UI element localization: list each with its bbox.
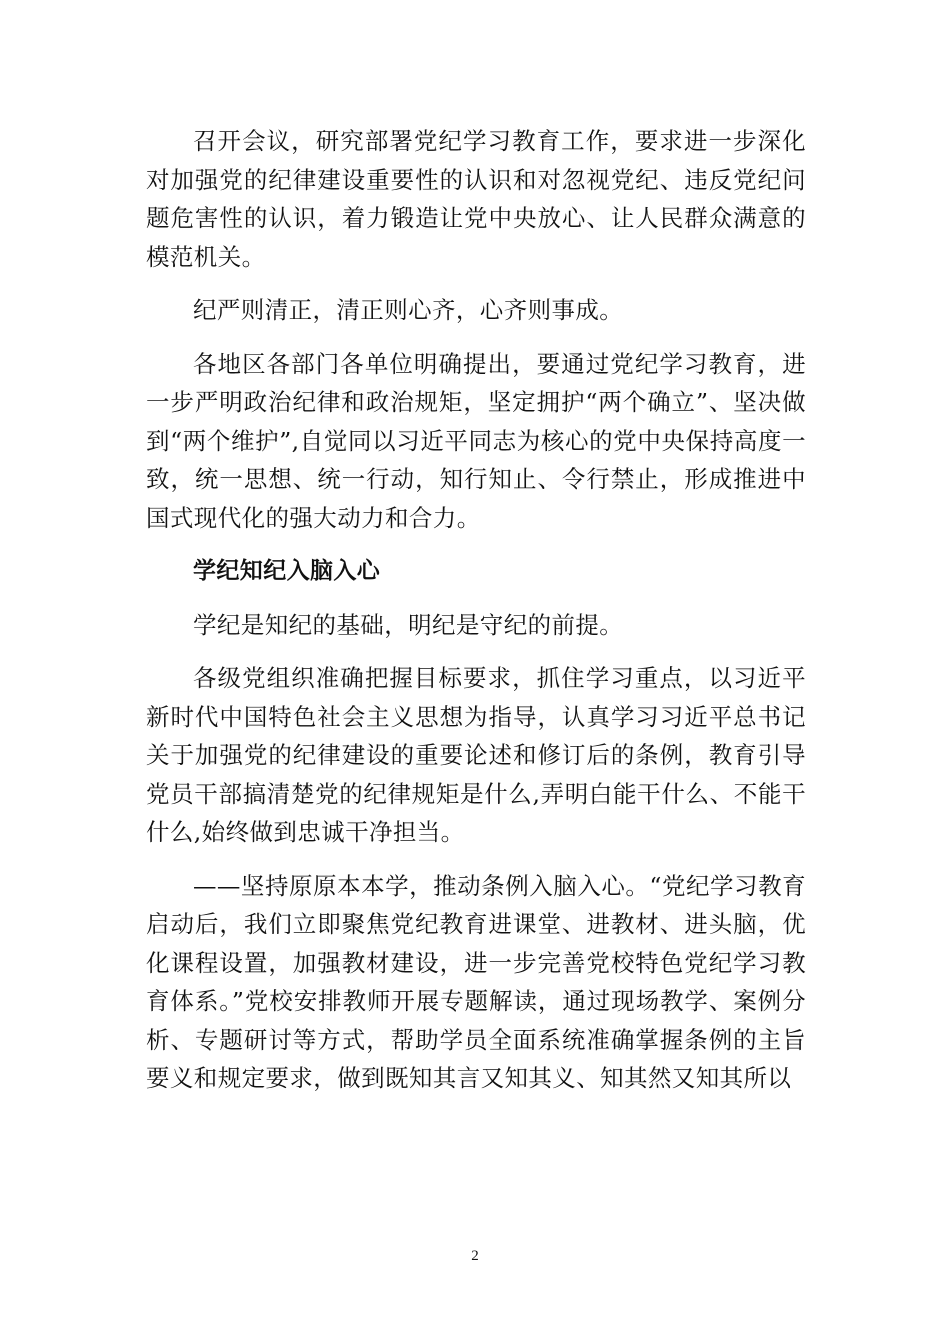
paragraph-regions-departments: 各地区各部门各单位明确提出，要通过党纪学习教育，进一步严明政治纪律和政治规矩，坚定拥护“两个确立”、坚决做到“两个维护”,自觉同以习近平同志为核心的党中央保持高度一致，统一思想、统一行动，知行知止、令行禁止，形成推进中国式现代化的强大动力和合力。: [146, 349, 806, 532]
page-number: 2: [471, 1248, 479, 1264]
paragraph-discipline-motto: 纪严则清正，清正则心齐，心齐则事成。: [193, 296, 624, 324]
paragraph-original-study: ——坚持原原本本学，推动条例入脑入心。“党纪学习教育启动后，我们立即聚焦党纪教育进课堂、进教材、进头脑，优化课程设置，加强教材建设，进一步完善党校特色党纪学习教育体系。”党校安排教师开展专题解读，通过现场教学、案例分析、专题研讨等方式，帮助学员全面系统准确掌握条例的主旨要义和规定要求，做到既知其言又知其义、知其然又知其所以: [146, 871, 806, 1092]
paragraph-party-organizations: 各级党组织准确把握目标要求，抓住学习重点，以习近平新时代中国特色社会主义思想为指导，认真学习习近平总书记关于加强党的纪律建设的重要论述和修订后的条例，教育引导党员干部搞清楚党的纪律规矩是什么,弄明白能干什么、不能干什么,始终做到忠诚干净担当。: [146, 664, 806, 846]
paragraph-meeting: 召开会议，研究部署党纪学习教育工作，要求进一步深化对加强党的纪律建设重要性的认识和对忽视党纪、违反党纪问题危害性的认识，着力锻造让党中央放心、让人民群众满意的模范机关。: [146, 127, 806, 271]
paragraph-study-foundation: 学纪是知纪的基础，明纪是守纪的前提。: [193, 610, 624, 639]
section-heading: 学纪知纪入脑入心: [193, 558, 381, 584]
document-body: [146, 122, 806, 1113]
